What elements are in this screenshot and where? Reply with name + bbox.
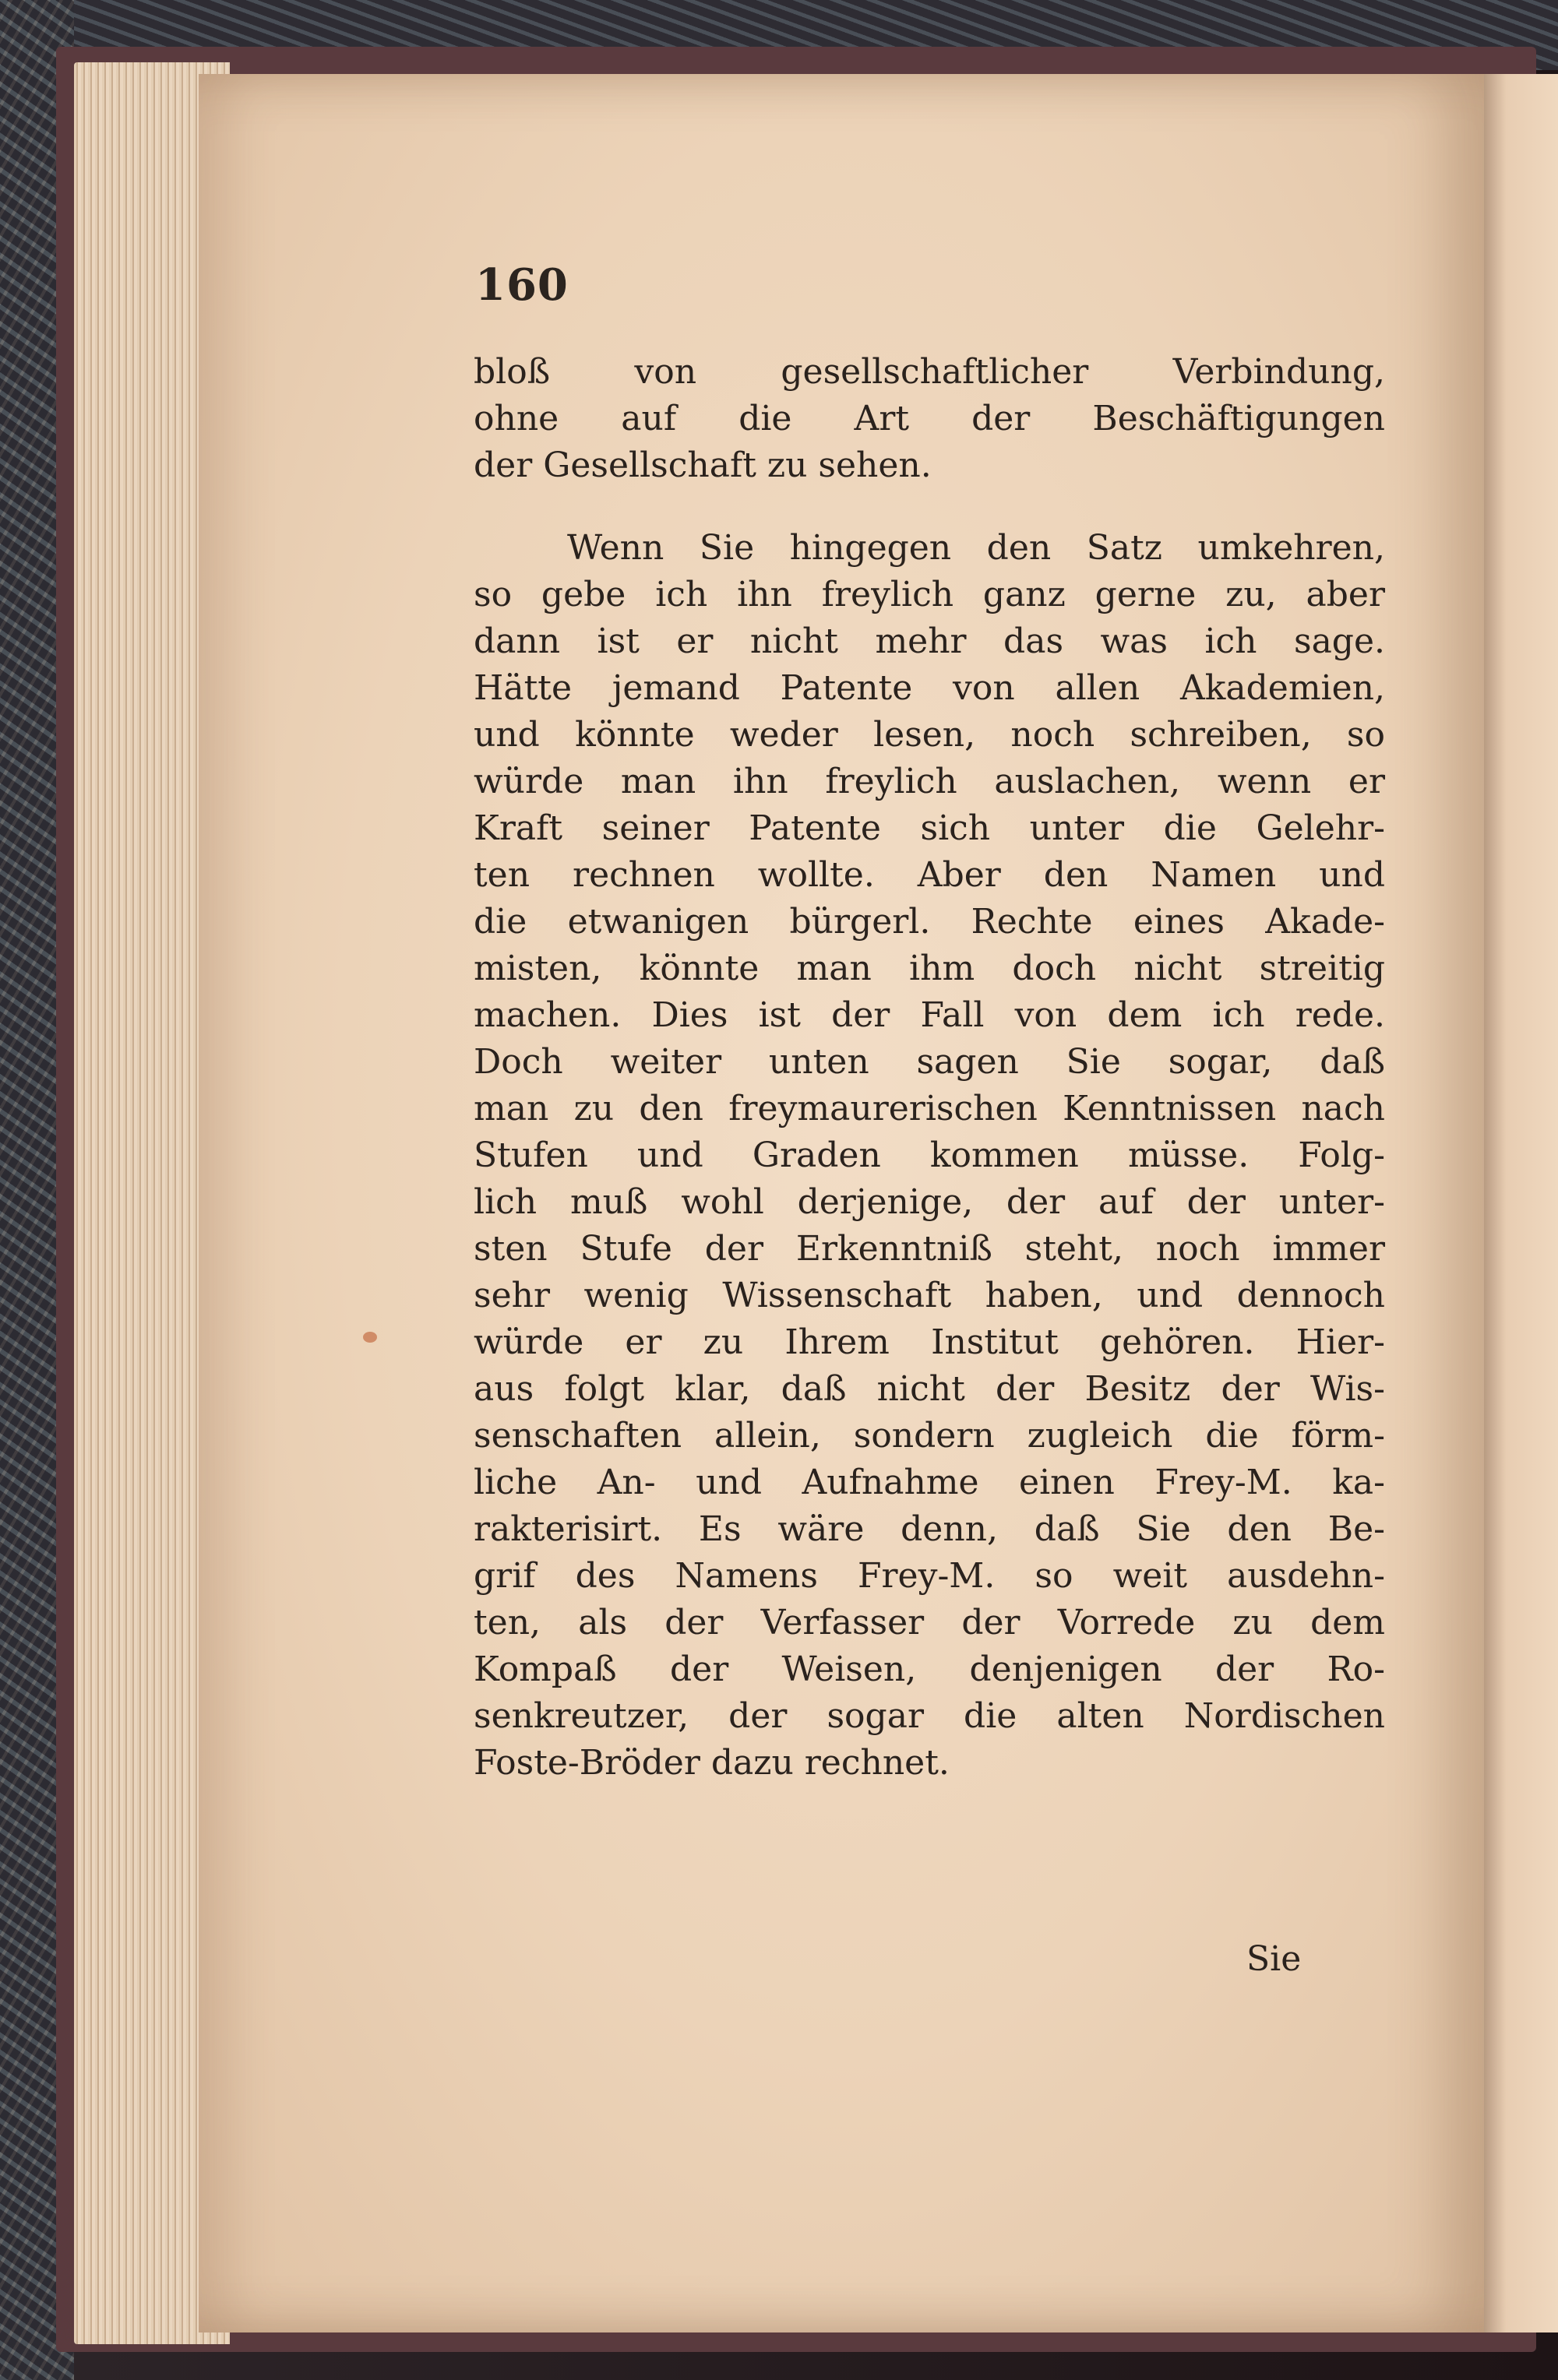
- text-line: Foste-Bröder dazu rechnet.: [474, 1743, 950, 1783]
- text-line: und könnte weder lesen, noch schreiben, so: [474, 715, 1385, 755]
- text-line: Kompaß der Weisen, denjenigen der Ro-: [474, 1649, 1385, 1689]
- text-line: man zu den freymaurerischen Kenntnissen nach: [474, 1089, 1385, 1128]
- next-page-edge: [1484, 74, 1558, 2332]
- text-line: die etwanigen bürgerl. Rechte eines Akade-: [474, 902, 1385, 942]
- text-line: Kraft seiner Patente sich unter die Gelehr-: [474, 808, 1385, 848]
- text-line: grif des Namens Frey-M. so weit ausdehn-: [474, 1556, 1385, 1596]
- text-line: ten, als der Verfasser der Vorrede zu dem: [474, 1603, 1385, 1642]
- catchword: Sie: [1246, 1939, 1302, 1979]
- text-line: misten, könnte man ihm doch nicht streitig: [474, 949, 1385, 988]
- paragraph-1: [474, 349, 1385, 489]
- text-line: rakterisirt. Es wäre denn, daß Sie den Be-: [474, 1509, 1385, 1549]
- text-line: aus folgt klar, daß nicht der Besitz der Wis-: [474, 1369, 1385, 1409]
- text-line: sehr wenig Wissenschaft haben, und dennoch: [474, 1276, 1385, 1315]
- text-line: senkreutzer, der sogar die alten Nordischen: [474, 1696, 1385, 1736]
- text-line: Hätte jemand Patente von allen Akademien,: [474, 668, 1385, 708]
- text-line: würde er zu Ihrem Institut gehören. Hier-: [474, 1322, 1385, 1362]
- text-line: lich muß wohl derjenige, der auf der unter-: [474, 1182, 1385, 1222]
- text-line: bloß von gesellschaftlicher Verbindung,: [474, 352, 1385, 392]
- text-line: so gebe ich ihn freylich ganz gerne zu, aber: [474, 575, 1385, 614]
- text-line: ohne auf die Art der Beschäftigungen: [474, 399, 1385, 438]
- text-line: dann ist er nicht mehr das was ich sage.: [474, 621, 1385, 661]
- text-line: der Gesellschaft zu sehen.: [474, 445, 932, 485]
- page-number: 160: [475, 259, 569, 311]
- text-line: würde man ihn freylich auslachen, wenn er: [474, 762, 1385, 801]
- text-line: sten Stufe der Erkenntniß steht, noch immer: [474, 1229, 1385, 1269]
- text-line: Stufen und Graden kommen müsse. Folg-: [474, 1135, 1385, 1175]
- text-line: ten rechnen wollte. Aber den Namen und: [474, 855, 1385, 895]
- text-line: senschaften allein, sondern zugleich die förm-: [474, 1416, 1385, 1456]
- page-body: [474, 349, 1385, 1787]
- text-line: liche An- und Aufnahme einen Frey-M. ka-: [474, 1463, 1385, 1502]
- text-line: Doch weiter unten sagen Sie sogar, daß: [474, 1042, 1385, 1082]
- paper-stain: [363, 1332, 377, 1343]
- paragraph-2: [474, 525, 1385, 1787]
- paragraph-gap: [474, 489, 1385, 525]
- text-line: machen. Dies ist der Fall von dem ich rede.: [474, 995, 1385, 1035]
- text-line: Wenn Sie hingegen den Satz umkehren,: [567, 528, 1385, 568]
